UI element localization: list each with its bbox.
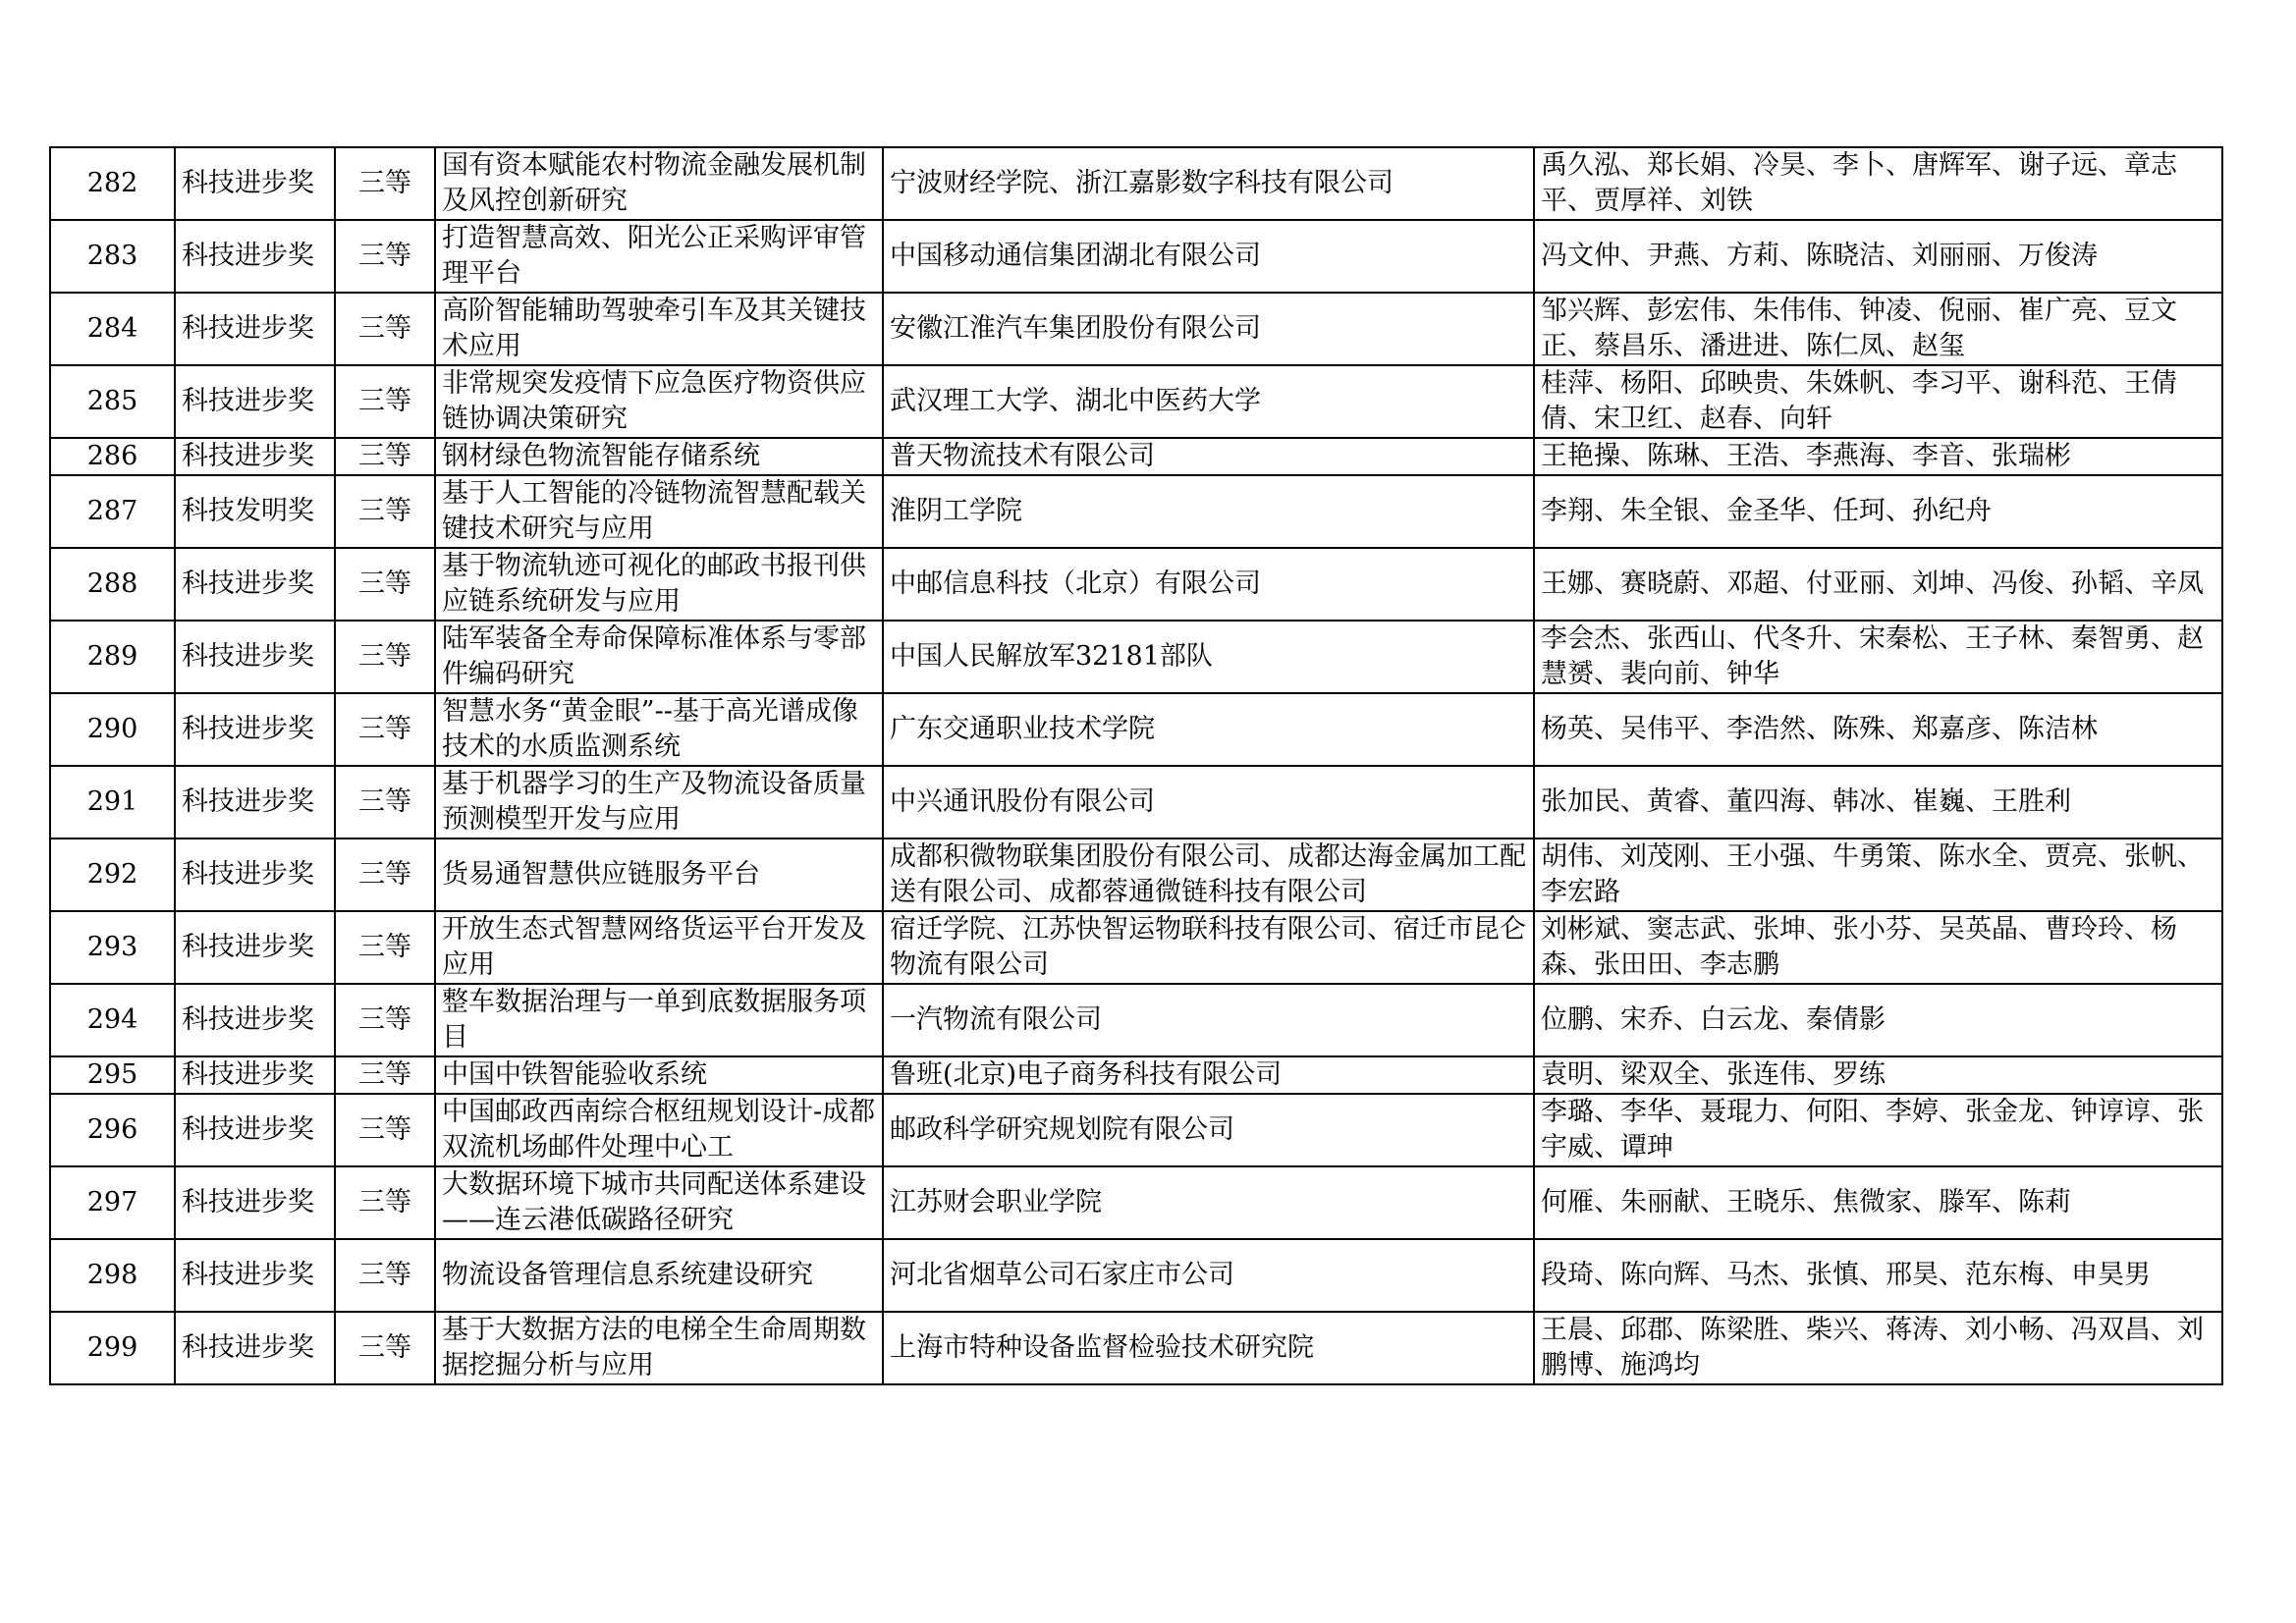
table-row xyxy=(50,438,2222,475)
award-type-cell: 科技进步奖 xyxy=(175,693,335,766)
award-number-cell: 297 xyxy=(50,1166,175,1239)
award-number-cell: 287 xyxy=(50,475,175,548)
organization-cell: 宿迁学院、江苏快智运物联科技有限公司、宿迁市昆仑物流有限公司 xyxy=(883,911,1534,984)
award-type-cell: 科技进步奖 xyxy=(175,1166,335,1239)
award-number-cell: 282 xyxy=(50,147,175,220)
award-level-cell: 三等 xyxy=(335,147,435,220)
award-level-cell: 三等 xyxy=(335,766,435,839)
award-level-cell: 三等 xyxy=(335,839,435,911)
table-row xyxy=(50,1239,2222,1312)
organization-cell: 宁波财经学院、浙江嘉影数字科技有限公司 xyxy=(883,147,1534,220)
award-level-cell: 三等 xyxy=(335,293,435,365)
contributors-cell: 王晨、邱郡、陈梁胜、柴兴、蒋涛、刘小畅、冯双昌、刘鹏博、施鸿均 xyxy=(1534,1312,2222,1384)
award-type-cell: 科技进步奖 xyxy=(175,1239,335,1312)
table-row xyxy=(50,911,2222,984)
contributors-cell: 袁明、梁双全、张连伟、罗练 xyxy=(1534,1056,2222,1094)
contributors-cell: 王娜、赛晓蔚、邓超、付亚丽、刘坤、冯俊、孙韬、辛凤 xyxy=(1534,548,2222,621)
organization-cell: 淮阴工学院 xyxy=(883,475,1534,548)
award-number-cell: 294 xyxy=(50,984,175,1056)
award-number-cell: 288 xyxy=(50,548,175,621)
organization-cell: 中国移动通信集团湖北有限公司 xyxy=(883,220,1534,293)
project-title-cell: 非常规突发疫情下应急医疗物资供应链协调决策研究 xyxy=(435,365,883,438)
organization-cell: 河北省烟草公司石家庄市公司 xyxy=(883,1239,1534,1312)
table-row xyxy=(50,1166,2222,1239)
award-level-cell: 三等 xyxy=(335,548,435,621)
award-level-cell: 三等 xyxy=(335,220,435,293)
project-title-cell: 国有资本赋能农村物流金融发展机制及风控创新研究 xyxy=(435,147,883,220)
award-number-cell: 293 xyxy=(50,911,175,984)
award-type-cell: 科技进步奖 xyxy=(175,766,335,839)
award-level-cell: 三等 xyxy=(335,1312,435,1384)
contributors-cell: 李翔、朱全银、金圣华、任珂、孙纪舟 xyxy=(1534,475,2222,548)
contributors-cell: 李会杰、张西山、代冬升、宋秦松、王子林、秦智勇、赵慧赟、裴向前、钟华 xyxy=(1534,621,2222,693)
award-number-cell: 290 xyxy=(50,693,175,766)
project-title-cell: 基于大数据方法的电梯全生命周期数据挖掘分析与应用 xyxy=(435,1312,883,1384)
table-row xyxy=(50,1312,2222,1384)
award-type-cell: 科技进步奖 xyxy=(175,220,335,293)
project-title-cell: 大数据环境下城市共同配送体系建设——连云港低碳路径研究 xyxy=(435,1166,883,1239)
organization-cell: 邮政科学研究规划院有限公司 xyxy=(883,1094,1534,1166)
project-title-cell: 整车数据治理与一单到底数据服务项目 xyxy=(435,984,883,1056)
table-row xyxy=(50,548,2222,621)
contributors-cell: 何雁、朱丽献、王晓乐、焦微家、滕军、陈莉 xyxy=(1534,1166,2222,1239)
award-level-cell: 三等 xyxy=(335,1056,435,1094)
award-level-cell: 三等 xyxy=(335,365,435,438)
organization-cell: 鲁班(北京)电子商务科技有限公司 xyxy=(883,1056,1534,1094)
organization-cell: 普天物流技术有限公司 xyxy=(883,438,1534,475)
table-row xyxy=(50,475,2222,548)
award-number-cell: 296 xyxy=(50,1094,175,1166)
table-row xyxy=(50,147,2222,220)
award-number-cell: 285 xyxy=(50,365,175,438)
project-title-cell: 基于人工智能的冷链物流智慧配载关键技术研究与应用 xyxy=(435,475,883,548)
award-level-cell: 三等 xyxy=(335,621,435,693)
award-number-cell: 283 xyxy=(50,220,175,293)
awards-table xyxy=(49,146,2223,1385)
award-type-cell: 科技进步奖 xyxy=(175,147,335,220)
award-number-cell: 292 xyxy=(50,839,175,911)
table-row xyxy=(50,621,2222,693)
project-title-cell: 陆军装备全寿命保障标准体系与零部件编码研究 xyxy=(435,621,883,693)
award-number-cell: 284 xyxy=(50,293,175,365)
contributors-cell: 位鹏、宋乔、白云龙、秦倩影 xyxy=(1534,984,2222,1056)
award-level-cell: 三等 xyxy=(335,693,435,766)
award-number-cell: 289 xyxy=(50,621,175,693)
table-row xyxy=(50,220,2222,293)
contributors-cell: 冯文仲、尹燕、方莉、陈晓洁、刘丽丽、万俊涛 xyxy=(1534,220,2222,293)
project-title-cell: 钢材绿色物流智能存储系统 xyxy=(435,438,883,475)
table-row xyxy=(50,1094,2222,1166)
table-row xyxy=(50,984,2222,1056)
organization-cell: 江苏财会职业学院 xyxy=(883,1166,1534,1239)
award-number-cell: 295 xyxy=(50,1056,175,1094)
awards-table-body xyxy=(50,147,2222,1384)
table-row xyxy=(50,693,2222,766)
contributors-cell: 王艳操、陈琳、王浩、李燕海、李音、张瑞彬 xyxy=(1534,438,2222,475)
contributors-cell: 邹兴辉、彭宏伟、朱伟伟、钟凌、倪丽、崔广亮、豆文正、蔡昌乐、潘进进、陈仁凤、赵玺 xyxy=(1534,293,2222,365)
project-title-cell: 打造智慧高效、阳光公正采购评审管理平台 xyxy=(435,220,883,293)
table-row xyxy=(50,839,2222,911)
organization-cell: 中兴通讯股份有限公司 xyxy=(883,766,1534,839)
award-type-cell: 科技进步奖 xyxy=(175,365,335,438)
award-type-cell: 科技进步奖 xyxy=(175,1056,335,1094)
project-title-cell: 中国中铁智能验收系统 xyxy=(435,1056,883,1094)
award-type-cell: 科技进步奖 xyxy=(175,621,335,693)
organization-cell: 安徽江淮汽车集团股份有限公司 xyxy=(883,293,1534,365)
table-row xyxy=(50,365,2222,438)
award-level-cell: 三等 xyxy=(335,438,435,475)
award-level-cell: 三等 xyxy=(335,1094,435,1166)
organization-cell: 一汽物流有限公司 xyxy=(883,984,1534,1056)
contributors-cell: 禹久泓、郑长娟、冷昊、李卜、唐辉军、谢子远、章志平、贾厚祥、刘铁 xyxy=(1534,147,2222,220)
award-number-cell: 299 xyxy=(50,1312,175,1384)
award-type-cell: 科技进步奖 xyxy=(175,438,335,475)
project-title-cell: 基于物流轨迹可视化的邮政书报刊供应链系统研发与应用 xyxy=(435,548,883,621)
contributors-cell: 段琦、陈向辉、马杰、张慎、邢昊、范东梅、申昊男 xyxy=(1534,1239,2222,1312)
award-number-cell: 298 xyxy=(50,1239,175,1312)
project-title-cell: 物流设备管理信息系统建设研究 xyxy=(435,1239,883,1312)
table-row xyxy=(50,1056,2222,1094)
contributors-cell: 李璐、李华、聂琨力、何阳、李婷、张金龙、钟谆谆、张宇威、谭珅 xyxy=(1534,1094,2222,1166)
award-level-cell: 三等 xyxy=(335,984,435,1056)
award-type-cell: 科技发明奖 xyxy=(175,475,335,548)
award-type-cell: 科技进步奖 xyxy=(175,548,335,621)
award-type-cell: 科技进步奖 xyxy=(175,839,335,911)
award-type-cell: 科技进步奖 xyxy=(175,1312,335,1384)
table-row xyxy=(50,293,2222,365)
project-title-cell: 高阶智能辅助驾驶牵引车及其关键技术应用 xyxy=(435,293,883,365)
award-level-cell: 三等 xyxy=(335,1166,435,1239)
organization-cell: 上海市特种设备监督检验技术研究院 xyxy=(883,1312,1534,1384)
award-level-cell: 三等 xyxy=(335,1239,435,1312)
contributors-cell: 杨英、吴伟平、李浩然、陈殊、郑嘉彦、陈洁林 xyxy=(1534,693,2222,766)
award-type-cell: 科技进步奖 xyxy=(175,984,335,1056)
organization-cell: 中国人民解放军32181部队 xyxy=(883,621,1534,693)
organization-cell: 武汉理工大学、湖北中医药大学 xyxy=(883,365,1534,438)
award-type-cell: 科技进步奖 xyxy=(175,293,335,365)
contributors-cell: 刘彬斌、窦志武、张坤、张小芬、吴英晶、曹玲玲、杨森、张田田、李志鹏 xyxy=(1534,911,2222,984)
contributors-cell: 胡伟、刘茂刚、王小强、牛勇策、陈水全、贾亮、张帆、李宏路 xyxy=(1534,839,2222,911)
table-row xyxy=(50,766,2222,839)
project-title-cell: 智慧水务“黄金眼”--基于高光谱成像技术的水质监测系统 xyxy=(435,693,883,766)
award-level-cell: 三等 xyxy=(335,911,435,984)
award-number-cell: 286 xyxy=(50,438,175,475)
organization-cell: 中邮信息科技（北京）有限公司 xyxy=(883,548,1534,621)
award-level-cell: 三等 xyxy=(335,475,435,548)
contributors-cell: 张加民、黄睿、董四海、韩冰、崔巍、王胜利 xyxy=(1534,766,2222,839)
award-number-cell: 291 xyxy=(50,766,175,839)
project-title-cell: 开放生态式智慧网络货运平台开发及应用 xyxy=(435,911,883,984)
award-type-cell: 科技进步奖 xyxy=(175,1094,335,1166)
organization-cell: 广东交通职业技术学院 xyxy=(883,693,1534,766)
contributors-cell: 桂萍、杨阳、邱映贵、朱姝帆、李习平、谢科范、王倩倩、宋卫红、赵春、向轩 xyxy=(1534,365,2222,438)
project-title-cell: 中国邮政西南综合枢纽规划设计-成都双流机场邮件处理中心工 xyxy=(435,1094,883,1166)
project-title-cell: 货易通智慧供应链服务平台 xyxy=(435,839,883,911)
award-type-cell: 科技进步奖 xyxy=(175,911,335,984)
organization-cell: 成都积微物联集团股份有限公司、成都达海金属加工配送有限公司、成都蓉通微链科技有限公司 xyxy=(883,839,1534,911)
project-title-cell: 基于机器学习的生产及物流设备质量预测模型开发与应用 xyxy=(435,766,883,839)
